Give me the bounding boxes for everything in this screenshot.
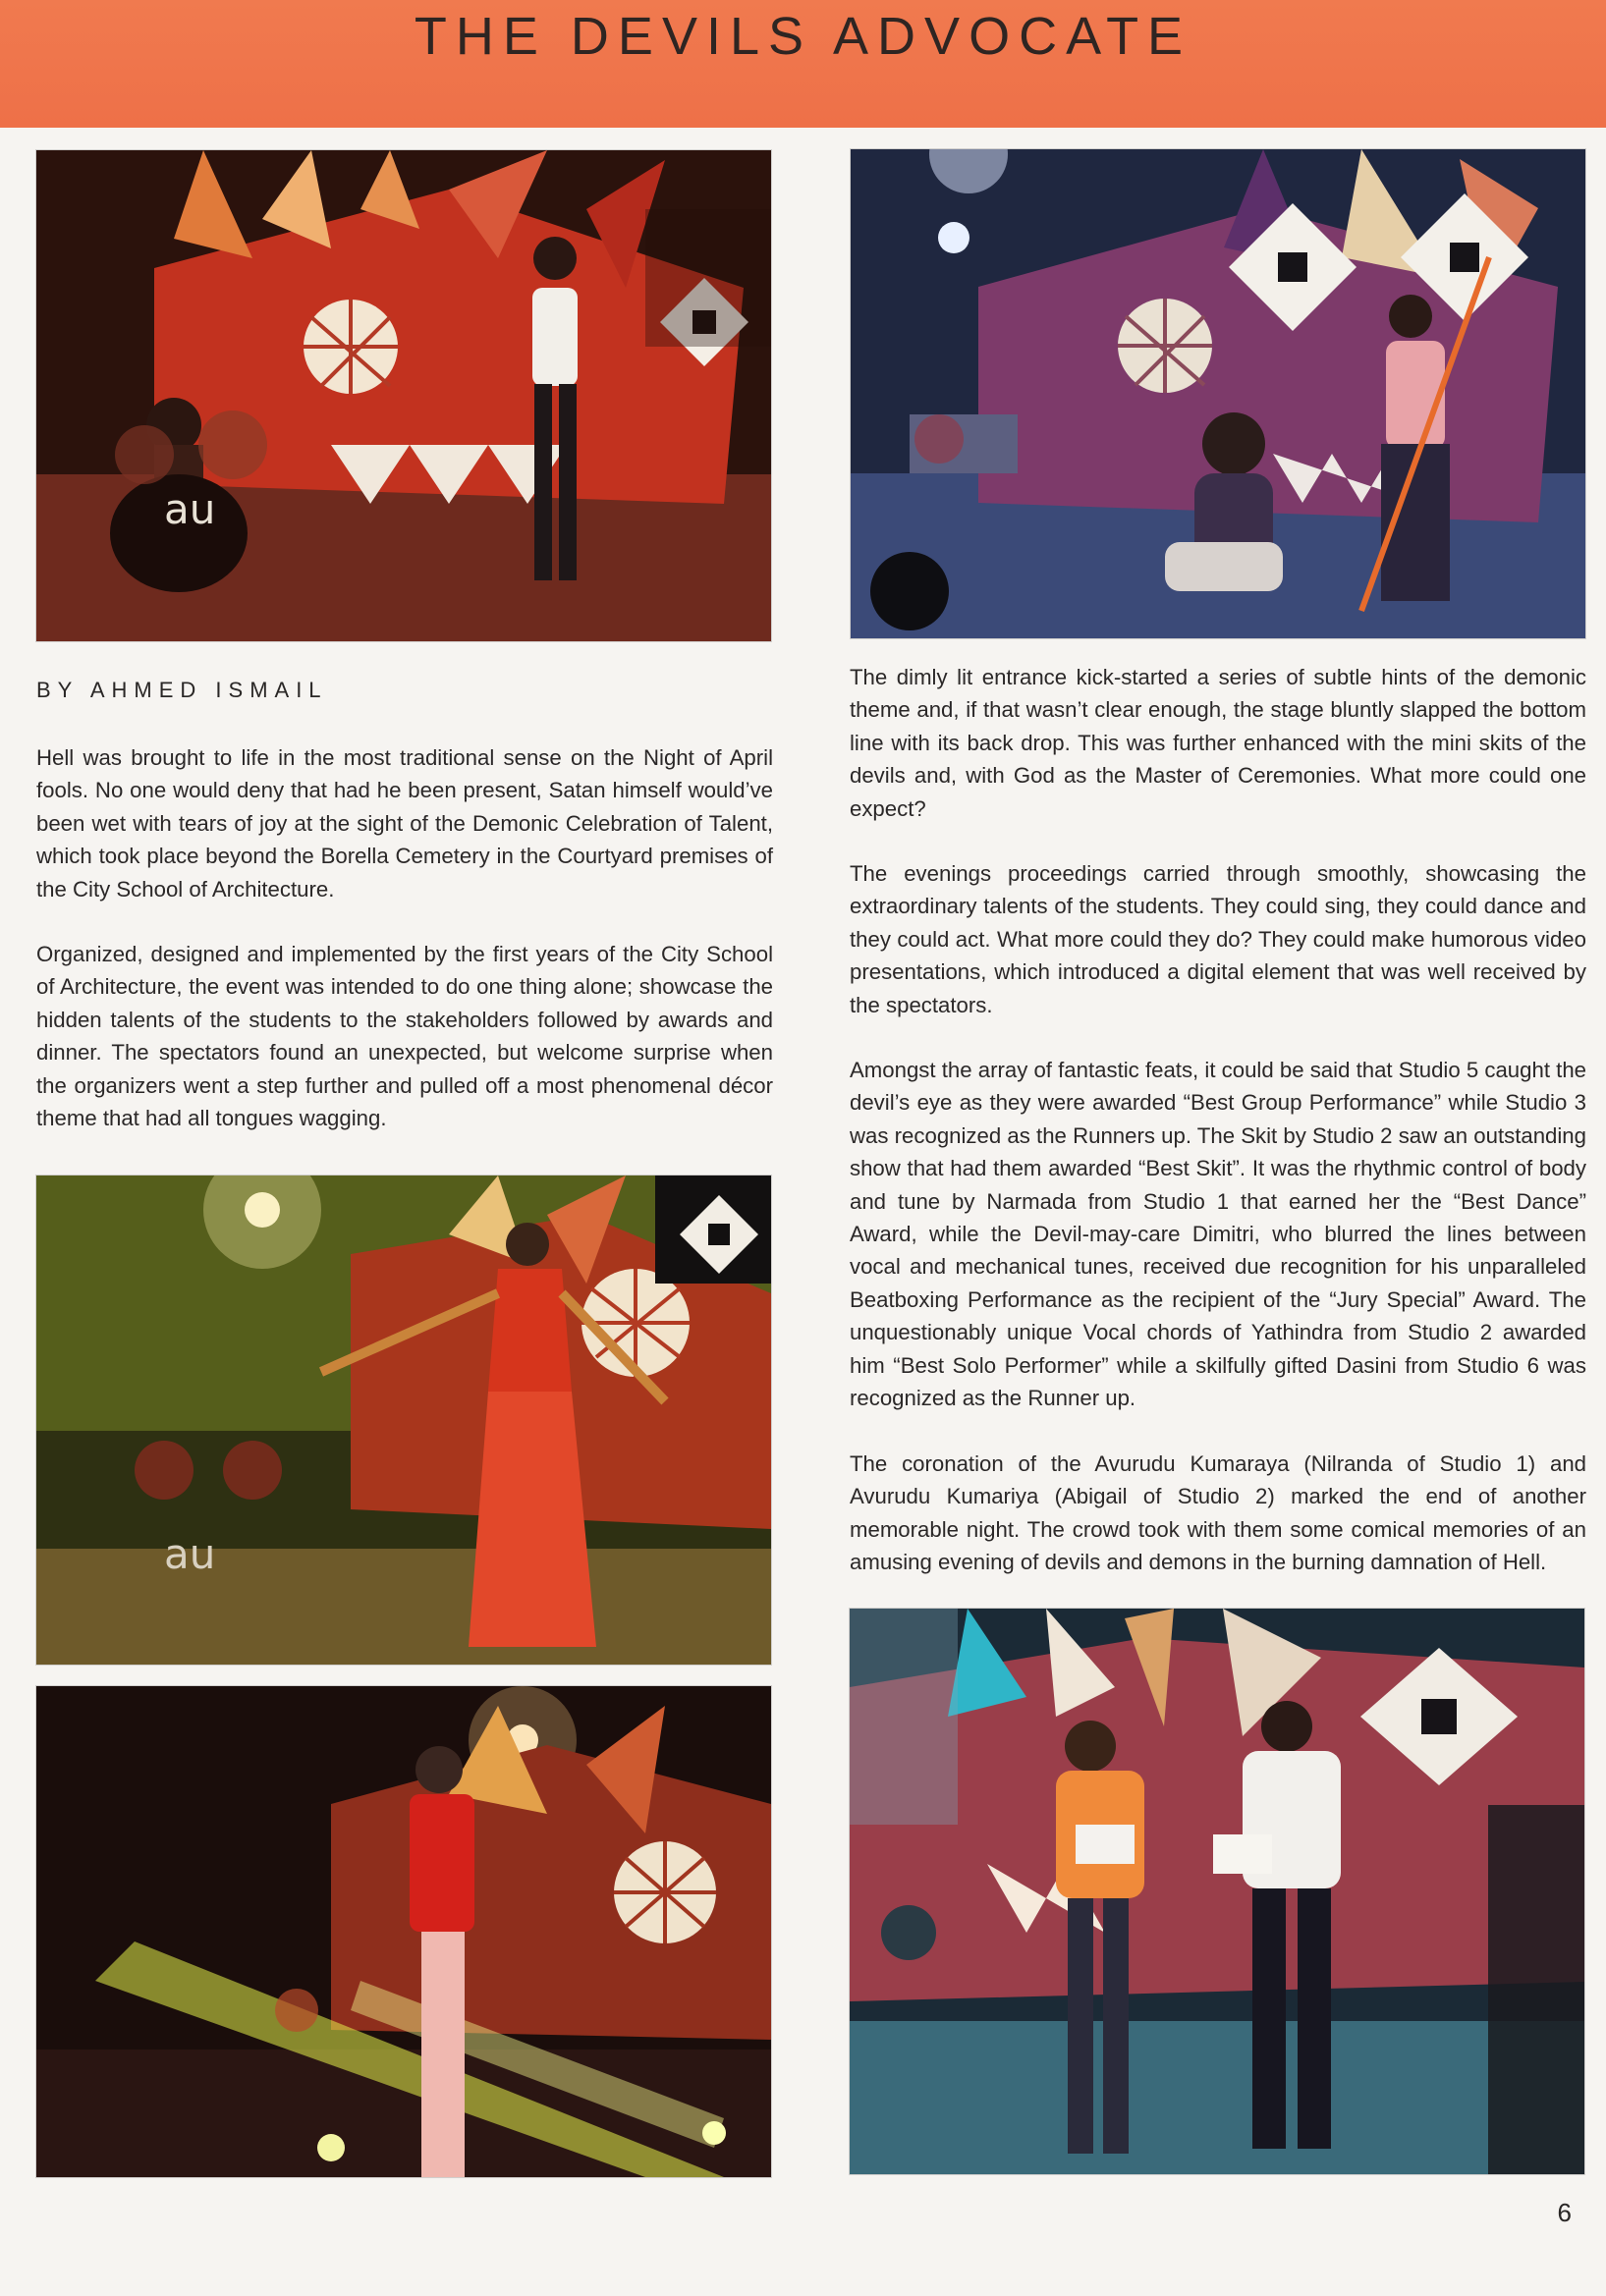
- organization-paragraph: Organized, designed and implemented by the first years of the City School of Architecture, the event was intended to do one thing alone; showcase the hidden talents of the students to the stakeholders followed by awards and dinner. The spectators found an unexpected, but welcome surprise when the organizers went a step further and pulled off a most phenomenal décor theme that had all tongues wagging.: [36, 942, 773, 1131]
- photo-dancer-stage: [36, 1175, 771, 1665]
- drum-logo: au: [164, 1530, 216, 1578]
- photo-skit-stage: [851, 149, 1585, 638]
- masthead-banner: [0, 0, 1606, 128]
- page-number: 6: [1557, 2198, 1572, 2227]
- drum-logo: au: [164, 485, 216, 533]
- proceedings-paragraph: The evenings proceedings carried through smoothly, showcasing the extraordinary talents of the students. They could sing, they could dance and they could act. What more could they do? They could make humorous video presentations, which introduced a digital element that was well received by the spectators.: [850, 861, 1586, 1017]
- intro-paragraph: Hell was brought to life in the most traditional sense on the Night of April fools. No one would deny that had he been present, Satan himself would’ve been wet with tears of joy at the sight of the Demonic Celebration of Talent, which took place beyond the Borella Cemetery in the Courtyard premises of the City School of Architecture.: [36, 745, 773, 902]
- author-byline: BY AHMED ISMAIL: [36, 678, 328, 702]
- magazine-title: THE DEVILS ADVOCATE: [414, 7, 1192, 66]
- awards-paragraph: Amongst the array of fantastic feats, it could be said that Studio 5 caught the devil’s eye as they were awarded “Best Group Performance” while Studio 3 was recognized as the Runners up. The Skit by Studio 2 saw an outstanding show that had them awarded “Best Skit”. It was the rhythmic control of body and tune by Narmada from Studio 1 that earned her the “Best Dance” Award, while the Devil-may-care Dimitri, who blurred the lines between vocal and mechanical tunes, received due recognition for his unparalleled Beatboxing Performance as the recipient of the “Jury Special” Award. The unquestionably unique Vocal chords of Yathindra from Studio 2 awarded him “Best Solo Performer” while a skilfully gifted Dasini from Studio 6 was recognized as the Runner up.: [850, 1058, 1586, 1411]
- entrance-paragraph: The dimly lit entrance kick-started a series of subtle hints of the demonic theme and, if that wasn’t clear enough, the stage bluntly slapped the bottom line with its back drop. This was further enhanced with the mini skits of the devils and, with God as the Master of Ceremonies. What more could one expect?: [850, 665, 1586, 821]
- coronation-paragraph: The coronation of the Avurudu Kumaraya (Nilranda of Studio 1) and Avurudu Kumariya (Abigail of Studio 2) marked the end of another memorable night. The crowd took with them some comical memories of an amusing evening of devils and demons in the burning damnation of Hell.: [850, 1451, 1586, 1575]
- photo-singer-stage: [36, 150, 771, 641]
- photo-solo-singer: [36, 1686, 771, 2177]
- photo-hosts-stage: [850, 1609, 1584, 2174]
